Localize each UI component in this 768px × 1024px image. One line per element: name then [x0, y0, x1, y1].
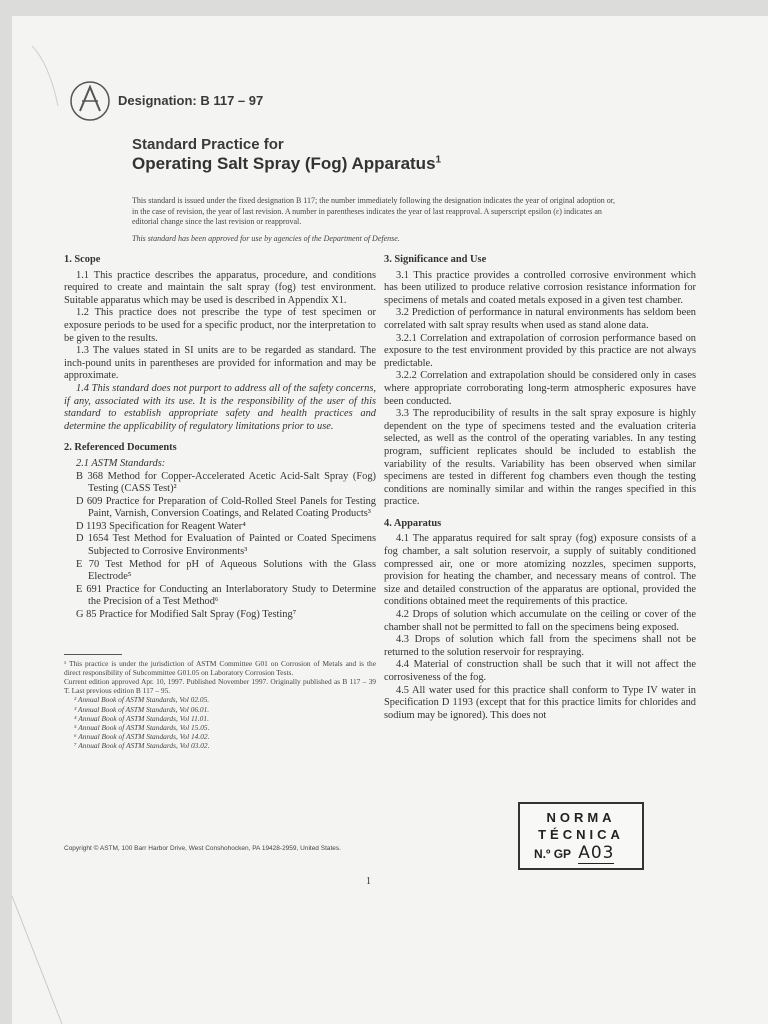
para-4-2: 4.2 Drops of solution which accumulate on the ceiling or cover of the chamber shall not be permitted to fall on the specimens being exposed. — [384, 609, 696, 633]
footnote-book: ³ Annual Book of ASTM Standards, Vol 06.01. — [74, 704, 210, 714]
reference-item: G 85 Practice for Modified Salt Spray (Fog) Testing⁷ — [76, 609, 297, 621]
footnote-separator — [64, 654, 122, 655]
stamp-code: A03 — [578, 843, 615, 863]
document-title — [132, 154, 441, 174]
stamp-number — [520, 843, 642, 863]
footnote-book: ⁴ Annual Book of ASTM Standards, Vol 11.01. — [74, 713, 209, 723]
para-4-4: 4.4 Material of construction shall be such that it will not affect the corrosiveness of the fog. — [384, 659, 696, 683]
reference-item: B 368 Method for Copper-Accelerated Acetic Acid-Salt Spray (Fog) Testing (CASS Test)² — [76, 470, 376, 495]
page-number: 1 — [366, 876, 371, 887]
footnote-book: ⁶ Annual Book of ASTM Standards, Vol 14.02. — [74, 732, 210, 742]
footnote-book: ⁵ Annual Book of ASTM Standards, Vol 15.05. — [74, 723, 210, 733]
para-1-4: 1.4 This standard does not purport to address all of the safety concerns, if any, associated with its use. It is the responsibility of the user of this standard to establish appropriate safety and health practices and determine the applicability of regulatory limitations prior to use. — [64, 382, 376, 432]
reference-item: E 70 Test Method for pH of Aqueous Solutions with the Glass Electrode⁵ — [76, 558, 376, 583]
preamble — [132, 196, 622, 244]
para-4-5: 4.5 All water used for this practice shall conform to Type IV water in Specification D 1193 (except that for this practice limits for chlorides and sodium may be ignored). This does not — [384, 684, 696, 721]
para-3-2-2: 3.2.2 Correlation and extrapolation should be considered only in cases where appropriate corroborating long-term atmospheric exposures have been conducted. — [384, 370, 696, 407]
footnote-1: ¹ This practice is under the jurisdiction of ASTM Committee G01 on Corrosion of Metals and is the direct responsibility of Subcommittee G01.05 on Laboratory Corrosion Tests. — [64, 658, 376, 677]
para-3-2-1: 3.2.1 Correlation and extrapolation of corrosion performance based on exposure to the test environment provided by this practice are not always predictable. — [384, 332, 696, 369]
right-column — [384, 254, 696, 722]
title-footnote-ref: 1 — [435, 154, 442, 166]
reference-item: D 1193 Specification for Reagent Water⁴ — [76, 520, 246, 532]
copyright-notice: Copyright © ASTM, 100 Barr Harbor Drive, West Conshohocken, PA 19428-2959, United States. — [64, 845, 341, 852]
stamp-line-2: TÉCNICA — [538, 827, 624, 842]
astm-standards-subheading: 2.1 ASTM Standards: — [76, 457, 166, 469]
para-1-3: 1.3 The values stated in SI units are to be regarded as standard. The inch-pound units in parentheses are provided for information and may be approximate. — [64, 345, 376, 382]
para-1-1: 1.1 This practice describes the apparatus, procedure, and conditions required to create and maintain the salt spray (fog) test environment. Suitable apparatus which may be used is described in Appendix X1. — [64, 269, 376, 306]
designation: Designation: B 117 – 97 — [118, 93, 264, 108]
para-4-1: 4.1 The apparatus required for salt spray (fog) exposure consists of a fog chamber, a salt solution reservoir, a supply of suitably conditioned compressed air, one or more atomizing nozzles, specimen supports, provision for heating the chamber, and necessary means of control. The size and detailed construction of the apparatus are optional, provided the conditions obtained meet the requirements of this practice. — [384, 533, 696, 608]
title-line-2: Operating Salt Spray (Fog) Apparatus — [132, 154, 436, 173]
para-4-3: 4.3 Drops of solution which fall from the specimens shall not be returned to the solution reservoir for respraying. — [384, 634, 696, 658]
footnote-book: ⁷ Annual Book of ASTM Standards, Vol 03.02. — [74, 741, 210, 751]
reference-item: D 609 Practice for Preparation of Cold-Rolled Steel Panels for Testing Paint, Varnish, Conversion Coatings, and Related Coating Products³ — [76, 495, 376, 520]
title-line-1: Standard Practice for — [132, 136, 284, 153]
stamp-line-1: NORMA — [546, 810, 616, 825]
reference-item: D 1654 Test Method for Evaluation of Painted or Coated Specimens Subjected to Corrosive Environments³ — [76, 533, 376, 558]
astm-logo-icon — [68, 78, 112, 124]
stamp-prefix: N.º GP — [534, 847, 571, 861]
norma-tecnica-stamp — [518, 802, 644, 870]
preamble-text: This standard is issued under the fixed designation B 117; the number immediately following the designation indicates the year of original adoption or, in the case of revision, the year of last revision. A number in parentheses indicates the year of last reapproval. A superscript epsilon (ε) indicates an editorial change since the last revision or reapproval. — [132, 196, 616, 226]
scope-heading: 1. Scope — [64, 254, 101, 265]
left-column — [64, 254, 376, 751]
reference-item: E 691 Practice for Conducting an Interlaboratory Study to Determine the Precision of a Test Method⁶ — [76, 583, 376, 608]
reference-list — [64, 471, 376, 622]
footnote-edition: Current edition approved Apr. 10, 1997. Published November 1997. Originally published as B 117 – 39 T. Last previous edition B 117 – 95. — [64, 677, 376, 696]
dod-approval: This standard has been approved for use by agencies of the Department of Defense. — [132, 233, 400, 243]
para-3-2: 3.2 Prediction of performance in natural environments has seldom been correlated with salt spray results when used as stand alone data. — [384, 307, 696, 331]
referenced-docs-heading: 2. Referenced Documents — [64, 442, 177, 454]
para-3-3: 3.3 The reproducibility of results in the salt spray exposure is highly dependent on the type of specimens tested and the evaluation criteria selected, as well as the control of the operating variables. In any testing program, sufficient replicates should be included to establish the variability of the results. Variability has been observed when similar specimens are tested in different fog chambers even though the testing conditions are nominally similar and within the ranges specified in this practice. — [384, 408, 696, 508]
document-page — [12, 16, 768, 1024]
para-1-2: 1.2 This practice does not prescribe the type of test specimen or exposure periods to be used for a specific product, nor the interpretation to be given to the results. — [64, 307, 376, 344]
footnote-book: ² Annual Book of ASTM Standards, Vol 02.05. — [74, 695, 210, 705]
apparatus-heading: 4. Apparatus — [384, 517, 442, 529]
significance-heading: 3. Significance and Use — [384, 254, 487, 265]
para-3-1: 3.1 This practice provides a controlled corrosive environment which has been utilized to produce relative corrosion resistance information for specimens of metals and coated metals exposed in a given test chamber. — [384, 269, 696, 306]
